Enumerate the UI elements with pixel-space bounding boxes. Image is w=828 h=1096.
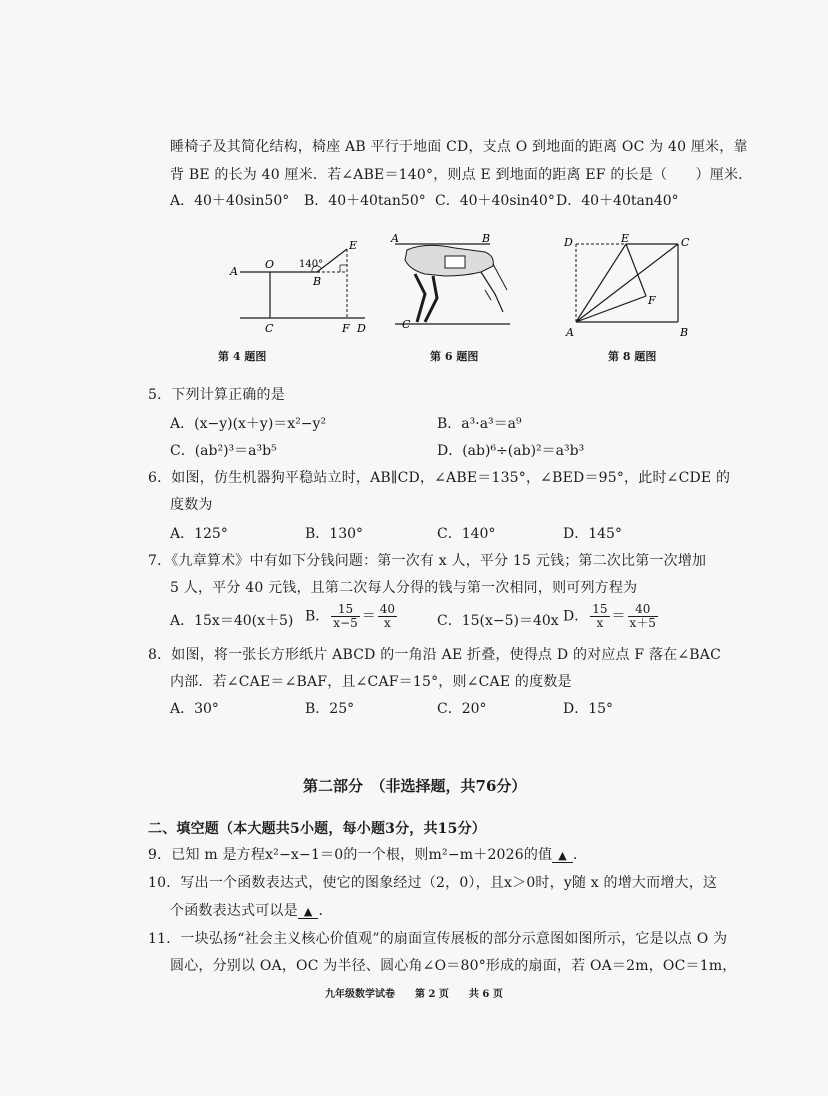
fig8-label-e: E xyxy=(621,232,630,245)
q7-stem-line2: 5 人，平分 40 元钱，且第二次每人分得的钱与第一次相同，则可列方程为 xyxy=(170,580,638,596)
q5-stem: 5．下列计算正确的是 xyxy=(148,387,285,403)
q10-end: ． xyxy=(318,903,333,919)
q6-stem-line2: 度数为 xyxy=(170,497,213,513)
fig8-label-b: B xyxy=(680,326,689,339)
q5-option-a: A．(x−y)(x＋y)＝x²−y² xyxy=(170,416,327,432)
q11-stem-line2: 圆心，分别以 OA，OC 为半径、圆心角∠O＝80°形成的扇面，若 OA＝2m，OC＝1m， xyxy=(170,958,737,974)
q6-option-c: C．140° xyxy=(437,526,496,542)
q4-option-d: D．40＋40tan40° xyxy=(556,193,679,209)
fig4-label-a: A xyxy=(230,265,238,278)
q4-option-c: C．40＋40sin40° xyxy=(435,193,555,209)
figure-6-caption: 第 6 题图 xyxy=(430,350,479,363)
q4-option-b: B．40＋40tan50° xyxy=(304,193,426,209)
q8-stem-line1: 8．如图，将一张长方形纸片 ABCD 的一角沿 AE 折叠，使得点 D 的对应点 F 落在∠BAC xyxy=(148,647,722,663)
fig4-label-c: C xyxy=(265,322,274,335)
q5-option-c: C．(ab²)³＝a³b⁵ xyxy=(170,443,277,459)
q7-option-d-equals: ＝ xyxy=(611,608,626,625)
fig4-label-o: O xyxy=(265,258,275,271)
q6-option-b: B．130° xyxy=(305,526,364,542)
part2-title: 第二部分 （非选择题，共76分） xyxy=(303,777,527,795)
q9-answer-blank: ▲ xyxy=(552,849,573,863)
q7-option-d xyxy=(563,603,660,630)
q6-option-d: D．145° xyxy=(563,526,622,542)
figure-6-diagram xyxy=(385,232,525,337)
figure-8-diagram xyxy=(558,232,698,342)
q6-stem-line1: 6．如图，仿生机器狗平稳站立时，AB∥CD，∠ABE＝135°，∠BED＝95°，此时∠CDE 的 xyxy=(148,470,731,486)
q9-end: ． xyxy=(572,847,588,863)
fig8-label-d: D xyxy=(564,236,573,249)
fig4-label-e: E xyxy=(349,239,358,252)
fig6-label-b: B xyxy=(482,232,491,245)
q8-option-b: B．25° xyxy=(305,701,355,717)
q4-stem-line1: 睡椅子及其简化结构，椅座 AB 平行于地面 CD，支点 O 到地面的距离 OC 为 40 厘米，靠 xyxy=(170,139,748,155)
q4-option-a: A．40＋40sin50° xyxy=(170,193,290,209)
fig4-label-f: F xyxy=(342,322,350,335)
q6-option-a: A．125° xyxy=(170,526,228,542)
q8-option-c: C．20° xyxy=(437,701,487,717)
q7-option-d-label: D． xyxy=(563,608,589,625)
q8-option-a: A．30° xyxy=(170,701,219,717)
q7-option-b-fraction-left: $\frac{15}{x-5}$ xyxy=(333,602,358,630)
q7-option-b-equals: ＝ xyxy=(361,608,376,625)
fig8-label-a: A xyxy=(566,326,574,339)
fig8-label-f: F xyxy=(648,294,656,307)
fig4-label-d: D xyxy=(357,322,366,335)
q9-text: 9．已知 m 是方程x²−x−1＝0的一个根，则m²−m＋2026的值 xyxy=(148,847,553,863)
q8-stem-line2: 内部．若∠CAE＝∠BAF，且∠CAF＝15°，则∠CAE 的度数是 xyxy=(170,674,572,690)
fig8-label-c: C xyxy=(681,236,690,249)
page-footer: 九年级数学试卷 第 2 页 共 6 页 xyxy=(325,989,503,1000)
q9-line xyxy=(148,844,587,864)
fig6-label-a: A xyxy=(391,232,399,245)
q7-stem-line1: 7．《九章算术》中有如下分钱问题：第一次有 x 人，平分 15 元钱；第二次比第一次增加 xyxy=(148,553,707,569)
q7-option-d-fraction-right: $\frac{40}{x+5}$ xyxy=(629,602,656,630)
q10-stem-line1: 10．写出一个函数表达式，使它的图象经过（2，0），且x＞0时，y随 x 的增大而增大，这 xyxy=(148,875,718,891)
q4-stem-line2: 背 BE 的长为 40 厘米．若∠ABE＝140°，则点 E 到地面的距离 EF 的长是（ ）厘米． xyxy=(170,167,753,183)
fig4-label-b: B xyxy=(313,275,322,288)
figure-4-diagram xyxy=(225,235,375,340)
section2-title: 二、填空题（本大题共5小题，每小题3分，共15分） xyxy=(148,821,486,837)
q7-option-b-label: B． xyxy=(305,608,330,625)
figure-4-caption: 第 4 题图 xyxy=(218,350,267,363)
q7-option-b-fraction-right: $\frac{40}{x}$ xyxy=(379,602,396,630)
q10-answer-blank: ▲ xyxy=(298,905,319,919)
figure-8-caption: 第 8 题图 xyxy=(608,350,657,363)
q7-option-a: A．15x＝40(x＋5) xyxy=(170,613,294,629)
q5-option-d: D．(ab)⁶÷(ab)²＝a³b³ xyxy=(437,443,585,459)
q11-stem-line1: 11．一块弘扬“社会主义核心价值观”的扇面宣传展板的部分示意图如图所示，它是以点 O 为 xyxy=(148,931,728,947)
q10-stem-line2: 个函数表达式可以是 xyxy=(170,903,298,919)
q10-stem-line2-wrapper xyxy=(170,900,333,920)
fig6-label-c: C xyxy=(402,318,411,331)
q8-option-d: D．15° xyxy=(563,701,614,717)
q5-option-b: B．a³·a³＝a⁹ xyxy=(437,416,522,432)
q7-option-b xyxy=(305,603,399,630)
q7-option-d-fraction-left: $\frac{15}{x}$ xyxy=(592,602,608,630)
fig4-angle-label: 140° xyxy=(299,259,324,270)
q7-option-c: C．15(x−5)＝40x xyxy=(437,613,559,629)
